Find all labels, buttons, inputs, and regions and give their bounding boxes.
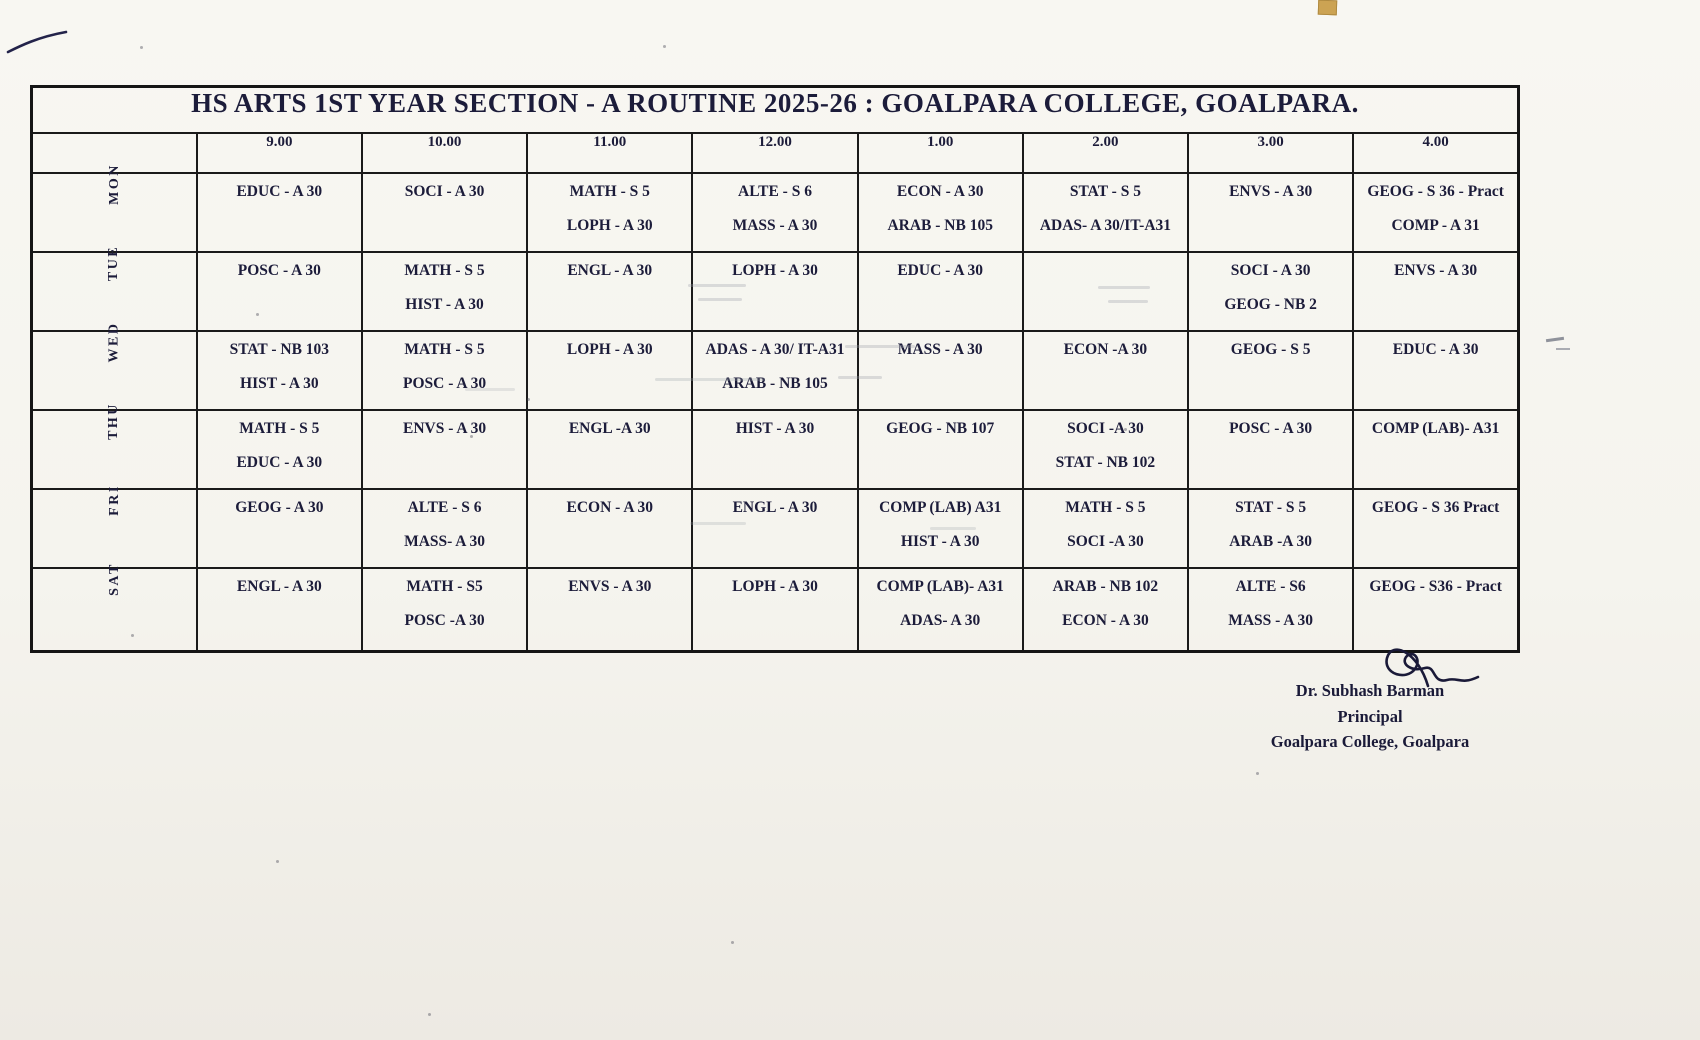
class-entry: POSC - A 30 bbox=[402, 374, 487, 392]
class-entry: GEOG - A 30 bbox=[235, 499, 324, 516]
class-entry: HIST - A 30 bbox=[900, 532, 980, 550]
class-entry: ECON -A 30 bbox=[1063, 341, 1148, 358]
schedule-cell bbox=[527, 410, 692, 489]
class-entry: SOCI - A 30 bbox=[404, 183, 485, 200]
class-entry: ECON - A 30 bbox=[1062, 611, 1149, 629]
schedule-cell bbox=[858, 568, 1023, 652]
schedule-cell bbox=[692, 173, 857, 252]
time-header: 3.00 bbox=[1188, 133, 1353, 173]
day-row-tue bbox=[32, 252, 1519, 331]
class-entry: POSC -A 30 bbox=[404, 611, 485, 629]
time-header: 2.00 bbox=[1023, 133, 1188, 173]
scan-smudge bbox=[690, 522, 746, 525]
paper-speck bbox=[1256, 772, 1259, 775]
class-entry: COMP (LAB) A31 bbox=[879, 499, 1002, 516]
schedule-cell bbox=[1023, 410, 1188, 489]
paper-speck bbox=[470, 435, 473, 438]
class-entry: HIST - A 30 bbox=[405, 295, 484, 313]
schedule-cell bbox=[1188, 331, 1353, 410]
class-entry: SOCI - A 30 bbox=[1230, 262, 1311, 279]
schedule-cell bbox=[197, 331, 362, 410]
schedule-cell bbox=[527, 489, 692, 568]
day-row-mon bbox=[32, 173, 1519, 252]
class-entry: POSC - A 30 bbox=[1229, 420, 1313, 437]
schedule-cell bbox=[692, 331, 857, 410]
class-entry: MASS- A 30 bbox=[404, 532, 486, 550]
class-entry: LOPH - A 30 bbox=[566, 341, 653, 358]
day-row-fri bbox=[32, 489, 1519, 568]
class-entry: MASS - A 30 bbox=[732, 216, 818, 234]
class-entry: EDUC - A 30 bbox=[236, 453, 323, 471]
schedule-cell bbox=[1353, 173, 1518, 252]
scan-smudge bbox=[930, 527, 976, 530]
class-entry: ALTE - S 6 bbox=[407, 499, 482, 516]
class-entry: ADAS- A 30 bbox=[900, 611, 981, 629]
paper-speck bbox=[527, 398, 530, 401]
schedule-cell bbox=[197, 252, 362, 331]
schedule-cell bbox=[1023, 568, 1188, 652]
class-entry: ADAS - A 30/ IT-A31 bbox=[705, 341, 845, 358]
scan-smudge bbox=[1546, 337, 1564, 342]
pen-stroke-mark bbox=[4, 24, 74, 60]
time-header-row bbox=[32, 133, 1519, 173]
paper-speck bbox=[1124, 428, 1127, 431]
class-entry: ECON - A 30 bbox=[896, 183, 984, 200]
schedule-cell bbox=[527, 568, 692, 652]
schedule-cell bbox=[362, 252, 527, 331]
class-entry: ENVS - A 30 bbox=[568, 578, 652, 595]
schedule-cell bbox=[858, 331, 1023, 410]
class-entry: COMP - A 31 bbox=[1391, 216, 1480, 234]
signatory-name: Dr. Subhash Barman bbox=[1295, 681, 1445, 700]
class-entry: GEOG - NB 107 bbox=[886, 420, 995, 437]
schedule-cell bbox=[692, 410, 857, 489]
day-row-thu bbox=[32, 410, 1519, 489]
signatory-role: Principal bbox=[1337, 706, 1403, 726]
class-entry: COMP (LAB)- A31 bbox=[876, 578, 1004, 595]
class-entry: HIST - A 30 bbox=[240, 374, 319, 392]
schedule-cell bbox=[362, 489, 527, 568]
time-header: 10.00 bbox=[362, 133, 527, 173]
class-entry: ARAB - NB 105 bbox=[887, 216, 993, 234]
scan-smudge bbox=[465, 388, 515, 391]
schedule-cell bbox=[858, 252, 1023, 331]
day-label: MON bbox=[106, 163, 122, 205]
schedule-cell bbox=[527, 173, 692, 252]
class-entry: EDUC - A 30 bbox=[1392, 341, 1479, 358]
class-entry: MATH - S 5 bbox=[569, 183, 650, 200]
day-cell bbox=[32, 163, 197, 252]
routine-table bbox=[30, 85, 1520, 653]
schedule-cell bbox=[1023, 489, 1188, 568]
class-entry: MATH - S5 bbox=[406, 578, 483, 595]
class-entry: ARAB - NB 102 bbox=[1052, 578, 1159, 595]
class-entry: ENGL - A 30 bbox=[732, 499, 818, 516]
class-entry: ARAB - NB 105 bbox=[722, 374, 828, 392]
tape-mark bbox=[1318, 0, 1338, 15]
time-header: 1.00 bbox=[858, 133, 1023, 173]
class-entry: LOPH - A 30 bbox=[732, 262, 818, 279]
title-row bbox=[32, 87, 1519, 134]
class-entry: ENVS - A 30 bbox=[402, 420, 487, 437]
paper-speck bbox=[663, 45, 666, 48]
time-header: 12.00 bbox=[692, 133, 857, 173]
class-entry: EDUC - A 30 bbox=[897, 262, 984, 279]
schedule-cell bbox=[1023, 252, 1188, 331]
class-entry: GEOG - NB 2 bbox=[1224, 295, 1317, 313]
schedule-cell bbox=[197, 173, 362, 252]
day-cell bbox=[32, 244, 197, 331]
paper-speck bbox=[256, 313, 259, 316]
class-entry: STAT - NB 103 bbox=[229, 341, 330, 358]
schedule-cell bbox=[858, 173, 1023, 252]
time-header: 11.00 bbox=[527, 133, 692, 173]
paper-speck bbox=[131, 634, 134, 637]
signature-block bbox=[1180, 634, 1560, 755]
class-entry: HIST - A 30 bbox=[735, 420, 815, 437]
class-entry: ENGL - A 30 bbox=[567, 262, 653, 279]
schedule-cell bbox=[1188, 252, 1353, 331]
schedule-cell bbox=[527, 252, 692, 331]
class-entry: STAT - NB 102 bbox=[1055, 453, 1156, 471]
class-entry: SOCI -A 30 bbox=[1067, 532, 1144, 550]
day-row-wed bbox=[32, 331, 1519, 410]
schedule-cell bbox=[1353, 489, 1518, 568]
scan-smudge bbox=[845, 345, 915, 348]
class-entry: ALTE - S 6 bbox=[738, 183, 812, 200]
schedule-cell bbox=[1188, 173, 1353, 252]
scan-smudge bbox=[838, 376, 882, 379]
schedule-cell bbox=[1353, 331, 1518, 410]
class-entry: MASS - A 30 bbox=[1228, 611, 1314, 629]
page-title-text: HS ARTS 1ST YEAR SECTION - A ROUTINE 2025-26 : GOALPARA COLLEGE, GOALPARA. bbox=[191, 88, 1359, 118]
page-title bbox=[32, 87, 1519, 134]
class-entry: EDUC - A 30 bbox=[236, 183, 323, 200]
day-label: TUE bbox=[106, 244, 122, 282]
class-entry: SOCI -A 30 bbox=[1067, 420, 1144, 437]
schedule-cell bbox=[1023, 173, 1188, 252]
class-entry: ENVS - A 30 bbox=[1394, 262, 1478, 279]
class-entry: MATH - S 5 bbox=[1065, 499, 1146, 516]
signatory-org: Goalpara College, Goalpara bbox=[1270, 732, 1470, 752]
paper-speck bbox=[276, 860, 279, 863]
day-label: THU bbox=[106, 402, 122, 440]
class-entry: GEOG - S36 - Pract bbox=[1369, 578, 1502, 595]
class-entry: GEOG - S 36 Pract bbox=[1371, 499, 1500, 516]
scan-smudge bbox=[1108, 300, 1148, 303]
schedule-cell bbox=[362, 173, 527, 252]
class-entry: ENGL - A 30 bbox=[236, 578, 322, 595]
schedule-cell bbox=[197, 489, 362, 568]
day-cell bbox=[32, 484, 197, 568]
class-entry: ARAB -A 30 bbox=[1229, 532, 1312, 550]
class-entry: ADAS- A 30/IT-A31 bbox=[1039, 216, 1172, 234]
day-label: FRI bbox=[106, 484, 122, 516]
schedule-cell bbox=[692, 568, 857, 652]
day-cell bbox=[32, 402, 197, 489]
class-entry: ENVS - A 30 bbox=[1229, 183, 1313, 200]
time-header: 9.00 bbox=[197, 133, 362, 173]
class-entry: GEOG - S 36 - Pract bbox=[1367, 183, 1504, 200]
schedule-cell bbox=[197, 410, 362, 489]
class-entry: MASS - A 30 bbox=[897, 341, 983, 358]
day-cell bbox=[32, 321, 197, 410]
schedule-cell bbox=[692, 252, 857, 331]
paper-speck bbox=[140, 46, 143, 49]
class-entry: MATH - S 5 bbox=[239, 420, 320, 437]
scan-smudge bbox=[1556, 348, 1570, 350]
schedule-cell bbox=[1188, 410, 1353, 489]
schedule-cell bbox=[362, 568, 527, 652]
class-entry: GEOG - S 5 bbox=[1230, 341, 1311, 358]
schedule-cell bbox=[527, 331, 692, 410]
class-entry: MATH - S 5 bbox=[404, 341, 485, 358]
class-entry: COMP (LAB)- A31 bbox=[1371, 420, 1500, 437]
schedule-cell bbox=[362, 410, 527, 489]
time-header: 4.00 bbox=[1353, 133, 1518, 173]
schedule-cell bbox=[362, 331, 527, 410]
paper-speck bbox=[731, 941, 734, 944]
schedule-cell bbox=[1188, 489, 1353, 568]
scan-smudge bbox=[655, 378, 765, 381]
class-entry: STAT - S 5 bbox=[1069, 183, 1141, 200]
class-entry: ENGL -A 30 bbox=[568, 420, 651, 437]
schedule-cell bbox=[1353, 252, 1518, 331]
day-cell bbox=[32, 562, 197, 652]
class-entry: POSC - A 30 bbox=[237, 262, 321, 279]
day-label: WED bbox=[106, 321, 122, 363]
class-entry: ALTE - S6 bbox=[1235, 578, 1306, 595]
class-entry: STAT - S 5 bbox=[1235, 499, 1307, 516]
schedule-cell bbox=[1023, 331, 1188, 410]
scan-smudge bbox=[698, 298, 742, 301]
schedule-cell bbox=[692, 489, 857, 568]
class-entry: ECON - A 30 bbox=[566, 499, 654, 516]
class-entry: LOPH - A 30 bbox=[566, 216, 653, 234]
scan-smudge bbox=[1098, 286, 1150, 289]
class-entry: MATH - S 5 bbox=[404, 262, 485, 279]
day-label: SAT bbox=[106, 562, 122, 596]
scan-smudge bbox=[688, 284, 746, 287]
schedule-cell bbox=[197, 568, 362, 652]
schedule-cell bbox=[1353, 410, 1518, 489]
schedule-cell bbox=[858, 410, 1023, 489]
paper-speck bbox=[428, 1013, 431, 1016]
class-entry: LOPH - A 30 bbox=[732, 578, 818, 595]
